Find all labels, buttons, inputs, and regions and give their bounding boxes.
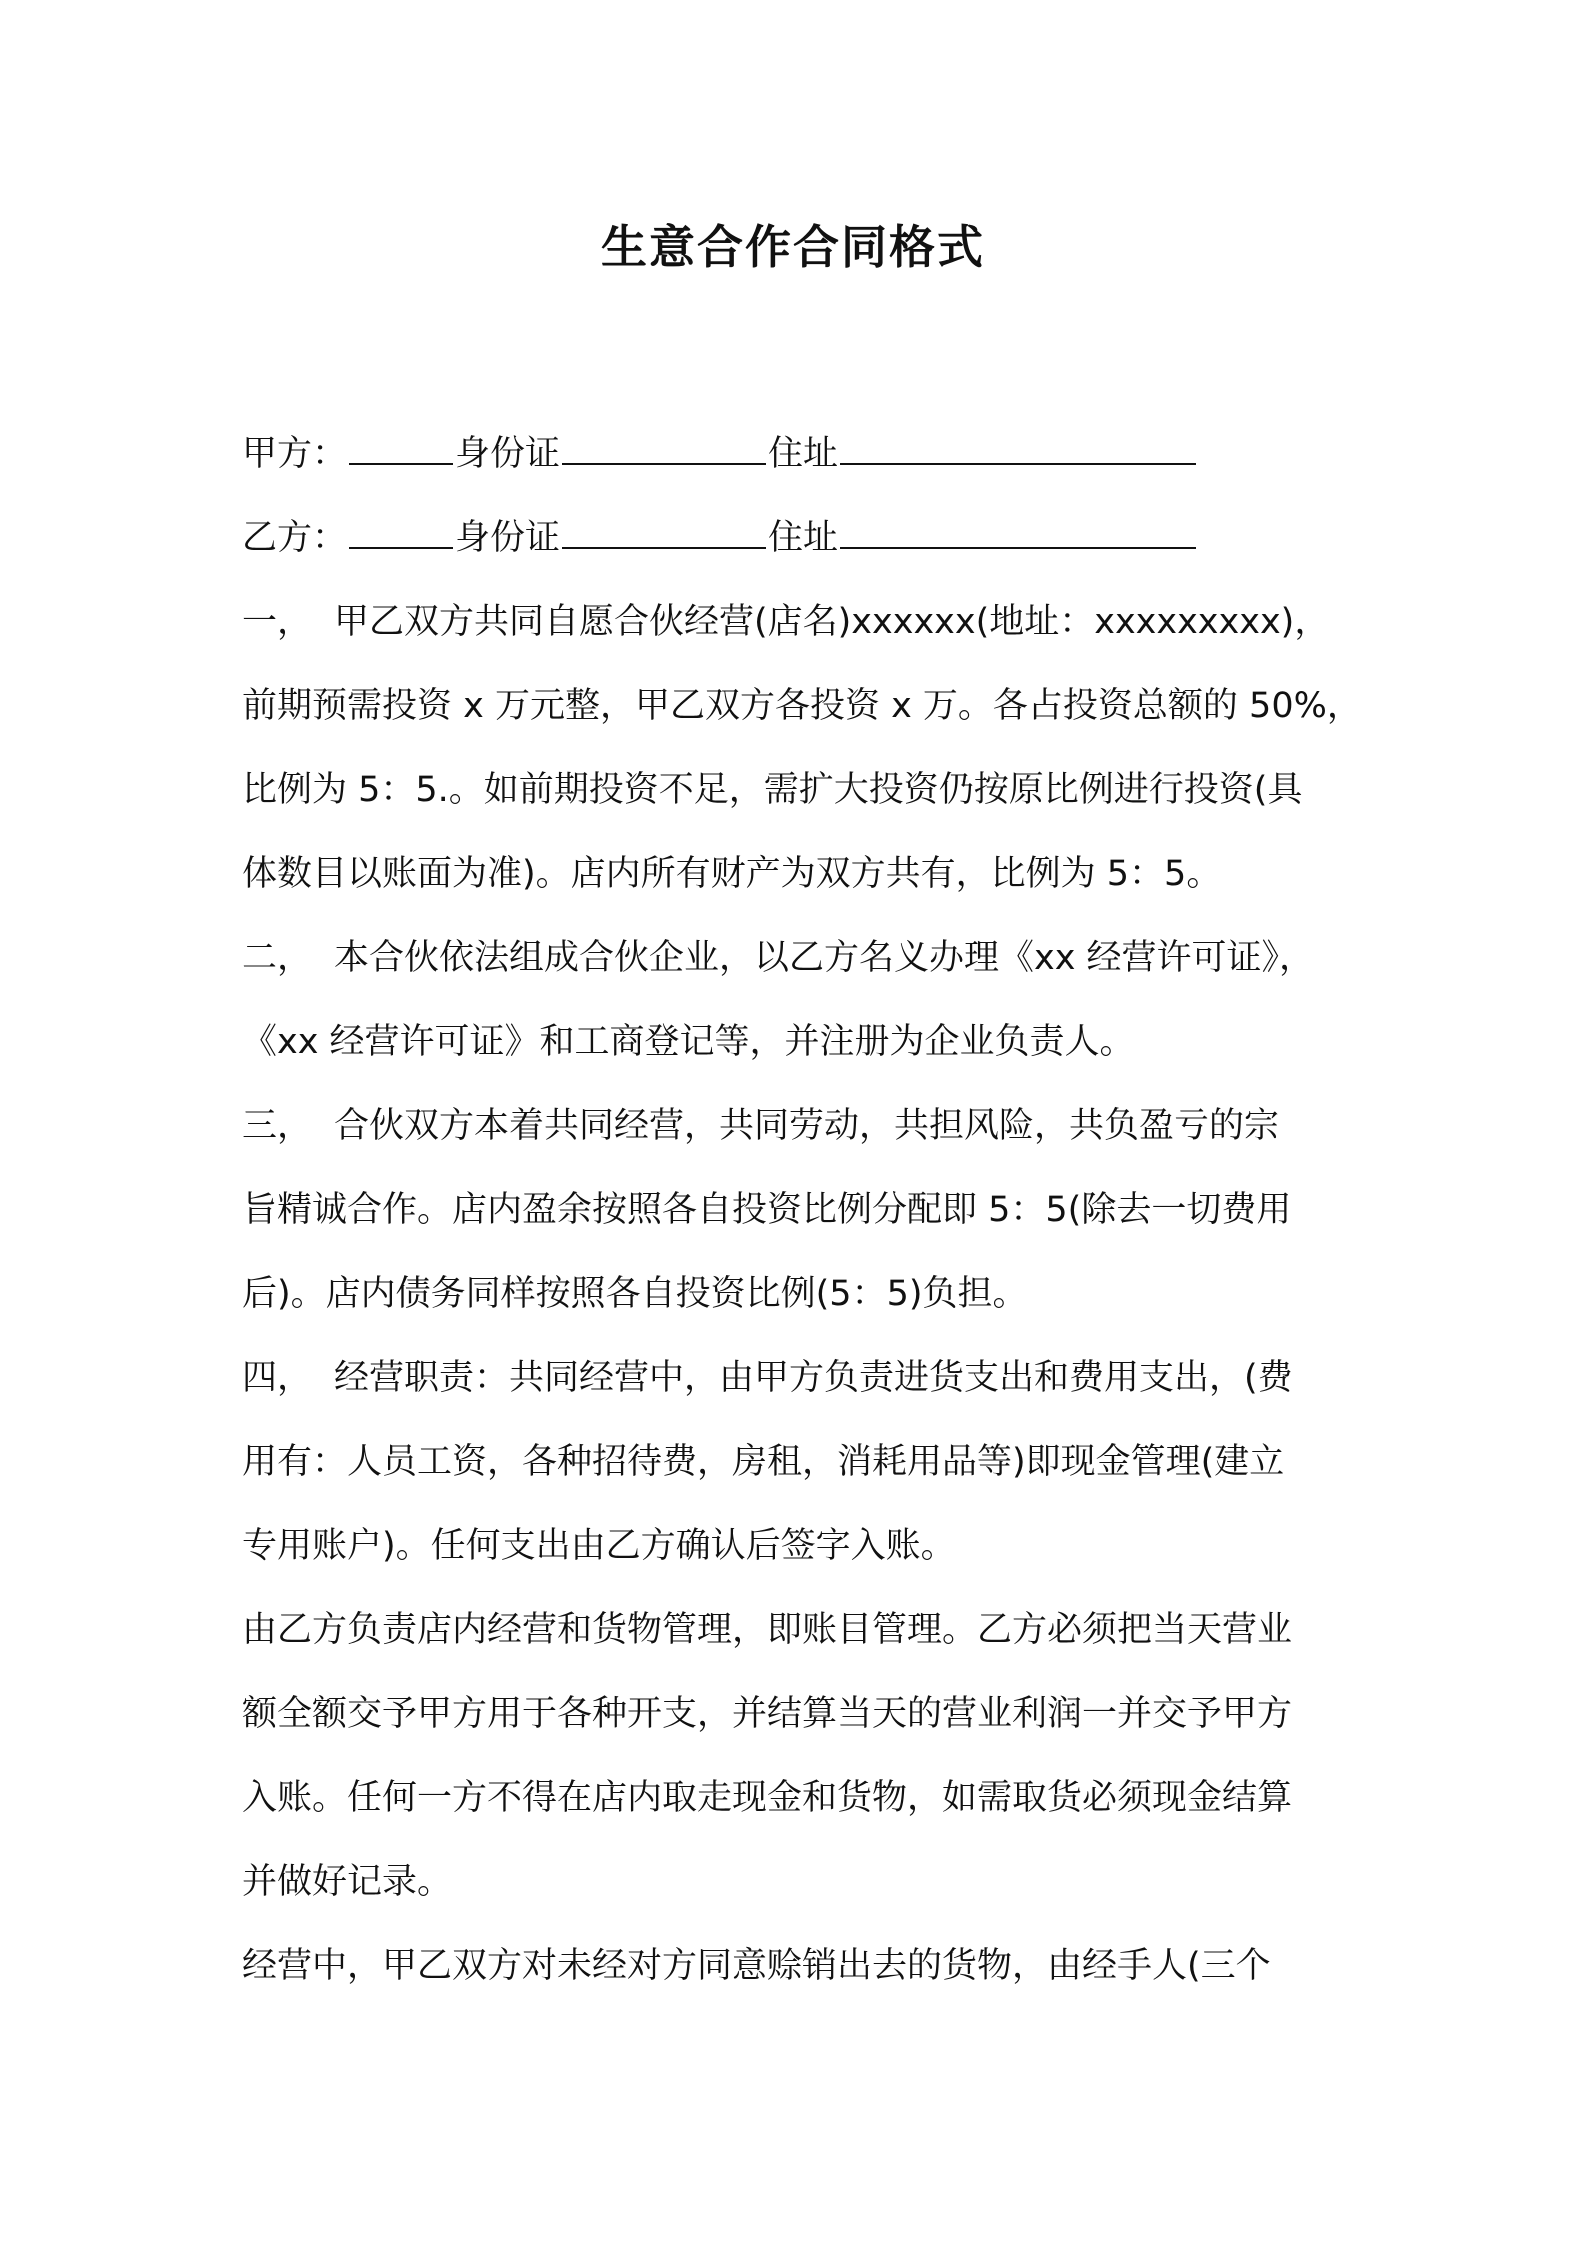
party-b-label: 乙方： xyxy=(242,518,348,558)
clause-line xyxy=(242,1588,1362,1672)
clause-line xyxy=(242,1336,1362,1420)
clause-line xyxy=(242,1504,1362,1588)
clause-number: 四， xyxy=(242,1358,313,1398)
clause-text: 体数目以账面为准)。店内所有财产为双方共有，比例为 5：5。 xyxy=(242,854,1222,894)
party-a-address-label: 住址 xyxy=(768,434,839,474)
clause-line xyxy=(242,1000,1362,1084)
party-a-id-blank xyxy=(562,423,766,465)
clause-text: 《xx 经营许可证》和工商登记等，并注册为企业负责人。 xyxy=(242,1022,1135,1062)
clause-text: 比例为 5：5.。如前期投资不足，需扩大投资仍按原比例进行投资(具 xyxy=(242,770,1303,810)
clause-text: 用有：人员工资，各种招待费，房租，消耗用品等)即现金管理(建立 xyxy=(242,1442,1285,1482)
party-a-line xyxy=(242,412,1362,496)
party-b-line xyxy=(242,496,1362,580)
clause-text: 经营职责：共同经营中，由甲方负责进货支出和费用支出，(费 xyxy=(334,1358,1293,1398)
clause-text: 旨精诚合作。店内盈余按照各自投资比例分配即 5：5(除去一切费用 xyxy=(242,1190,1292,1230)
clause-number: 一， xyxy=(242,602,313,642)
clause-line xyxy=(242,664,1362,748)
clause-text: 后)。店内债务同样按照各自投资比例(5：5)负担。 xyxy=(242,1274,1028,1314)
clause-line xyxy=(242,1924,1362,2008)
clause-line xyxy=(242,1756,1362,1840)
clause-text: 前期预需投资 x 万元整，甲乙双方各投资 x 万。各占投资总额的 50%， xyxy=(242,686,1362,726)
clause-line xyxy=(242,748,1362,832)
clause-line xyxy=(242,916,1362,1000)
clause-text: 合伙双方本着共同经营，共同劳动，共担风险，共负盈亏的宗 xyxy=(334,1106,1280,1146)
party-b-name-blank xyxy=(349,507,453,549)
clause-line xyxy=(242,1420,1362,1504)
party-b-address-blank xyxy=(840,507,1196,549)
clause-text: 甲乙双方共同自愿合伙经营(店名)xxxxxx(地址：xxxxxxxxx)， xyxy=(334,602,1330,642)
clause-line xyxy=(242,832,1362,916)
party-b-address-label: 住址 xyxy=(768,518,839,558)
document-title: 生意合作合同格式 xyxy=(601,220,985,274)
party-b-id-blank xyxy=(562,507,766,549)
clause-text: 专用账户)。任何支出由乙方确认后签字入账。 xyxy=(242,1526,956,1566)
party-a-name-blank xyxy=(349,423,453,465)
party-a-id-label: 身份证 xyxy=(455,434,561,474)
clause-text: 入账。任何一方不得在店内取走现金和货物，如需取货必须现金结算 xyxy=(242,1778,1293,1818)
clause-number: 二， xyxy=(242,938,313,978)
clause-text: 并做好记录。 xyxy=(242,1862,453,1902)
clause-line xyxy=(242,1840,1362,1924)
clause-text: 额全额交予甲方用于各种开支，并结算当天的营业利润一并交予甲方 xyxy=(242,1694,1293,1734)
clause-line xyxy=(242,1168,1362,1252)
party-a-label: 甲方： xyxy=(242,434,348,474)
clause-line xyxy=(242,580,1362,664)
clause-line xyxy=(242,1672,1362,1756)
clause-text: 由乙方负责店内经营和货物管理，即账目管理。乙方必须把当天营业 xyxy=(242,1610,1293,1650)
clause-text: 经营中，甲乙双方对未经对方同意赊销出去的货物，由经手人(三个 xyxy=(242,1946,1271,1986)
clause-text: 本合伙依法组成合伙企业，以乙方名义办理《xx 经营许可证》， xyxy=(334,938,1315,978)
document-body xyxy=(242,412,1362,2008)
clause-line xyxy=(242,1084,1362,1168)
party-b-id-label: 身份证 xyxy=(455,518,561,558)
party-a-address-blank xyxy=(840,423,1196,465)
clause-number: 三， xyxy=(242,1106,313,1146)
clause-line xyxy=(242,1252,1362,1336)
